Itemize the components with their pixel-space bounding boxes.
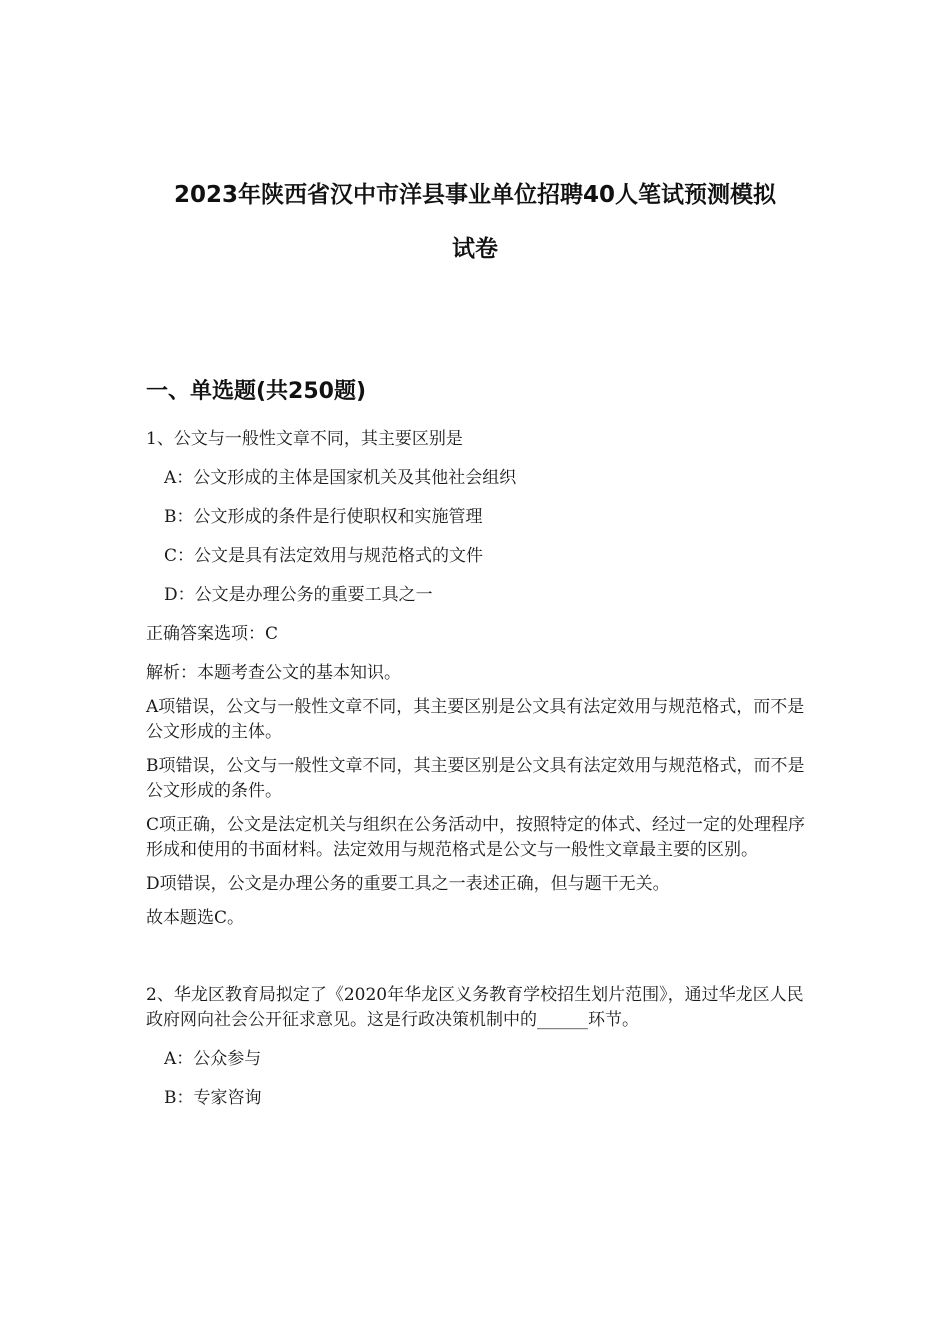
explanation-conclusion: 故本题选C。	[146, 908, 245, 928]
option-a: A：公众参与	[164, 1049, 262, 1069]
explanation-c: C项正确，公文是法定机关与组织在公务活动中，按照特定的体式、经过一定的处理程序形成和使用的书面材料。法定效用与规范格式是公文与一般性文章最主要的区别。	[146, 815, 806, 860]
question-stem: 1、公文与一般性文章不同，其主要区别是	[146, 429, 463, 449]
question-stem: 2、华龙区教育局拟定了《2020年华龙区义务教育学校招生划片范围》，通过华龙区人民政府网向社会公开征求意见。这是行政决策机制中的______环节。	[146, 985, 804, 1030]
explanation-b: B项错误，公文与一般性文章不同，其主要区别是公文具有法定效用与规范格式，而不是公文形成的条件。	[146, 756, 805, 801]
option-b: B：专家咨询	[164, 1088, 262, 1108]
document-title	[130, 168, 820, 276]
option-d: D：公文是办理公务的重要工具之一	[164, 585, 433, 605]
option-c: C：公文是具有法定效用与规范格式的文件	[164, 546, 484, 566]
explanation-d: D项错误，公文是办理公务的重要工具之一表述正确，但与题干无关。	[146, 874, 670, 894]
question-list	[146, 424, 806, 1111]
option-b: B：公文形成的条件是行使职权和实施管理	[164, 507, 483, 527]
question-2	[146, 983, 806, 1111]
analysis-intro: 解析：本题考查公文的基本知识。	[146, 663, 401, 683]
explanation-a: A项错误，公文与一般性文章不同，其主要区别是公文具有法定效用与规范格式，而不是公文形成的主体。	[146, 697, 805, 742]
option-a: A：公文形成的主体是国家机关及其他社会组织	[164, 468, 517, 488]
correct-answer: 正确答案选项：C	[146, 624, 279, 644]
document-title-line-1: 2023年陕西省汉中市洋县事业单位招聘40人笔试预测模拟	[173, 182, 777, 208]
question-1	[146, 427, 806, 931]
document-title-line-2: 试卷	[452, 236, 498, 262]
section-heading: 一、单选题(共250题)	[146, 379, 367, 404]
